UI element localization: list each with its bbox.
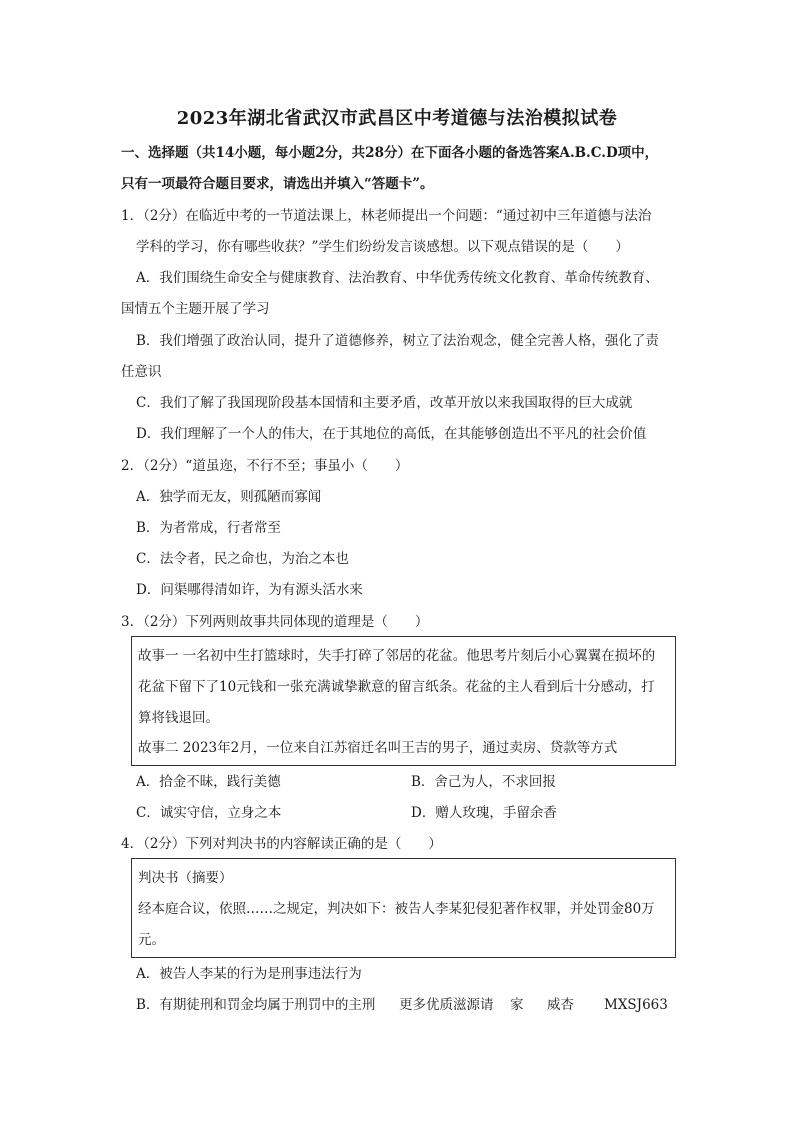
q3-story-line-2: 花盆下留下了10元钱和一张充满诚挚歉意的留言纸条。花盆的主人看到后十分感动，打 <box>138 679 655 695</box>
q3-option-a: A．拾金不昧，践行美德 <box>136 774 281 790</box>
q1-stem-line-1: 1．（2分）在临近中考的一节道法课上，林老师提出一个问题：“通过初中三年道德与法治 <box>121 208 652 224</box>
q2-stem: 2．（2分）“道虽迩，不行不至；事虽小（ ） <box>121 458 409 474</box>
watermark-text-4: MXSJ663 <box>604 997 668 1013</box>
q2-option-a: A．独学而无友，则孤陋而寡闻 <box>136 489 322 505</box>
q4-verdict-line-2: 经本庭合议，依照……之规定，判决如下：被告人李某犯侵犯著作权罪，并处罚金80万 <box>138 901 655 917</box>
q1-option-b-line-2: 任意识 <box>121 364 162 380</box>
q3-option-b: B．舍己为人，不求回报 <box>411 774 556 790</box>
q4-option-a: A．被告人李某的行为是刑事违法行为 <box>136 966 362 982</box>
watermark-text-2: 家 <box>510 997 524 1013</box>
q4-option-b: B．有期徒刑和罚金均属于刑罚中的主刑 <box>136 997 376 1013</box>
q4-verdict-line-1: 判决书（摘要） <box>138 870 233 886</box>
q1-option-a-line-2: 国情五个主题开展了学习 <box>121 301 270 317</box>
q1-option-c: C．我们了解了我国现阶段基本国情和主要矛盾，改革开放以来我国取得的巨大成就 <box>136 395 633 411</box>
q2-option-d: D．问渠哪得清如许，为有源头活水来 <box>136 582 363 598</box>
section-instruction-line-2: 只有一项最符合题目要求，请选出并填入“答题卡”。 <box>121 176 434 192</box>
q3-story-line-4: 故事二 2023年2月，一位来自江苏宿迁名叫王吉的男子，通过卖房、贷款等方式 <box>138 740 618 756</box>
q3-stem: 3．（2分）下列两则故事共同体现的道理是（ ） <box>121 614 429 630</box>
q3-story-line-3: 算将钱退回。 <box>138 710 219 726</box>
section-instruction-line-1: 一、选择题（共14小题，每小题2分，共28分）在下面各小题的备选答案A.B.C.D项中， <box>121 145 659 161</box>
q3-option-c: C．诚实守信，立身之本 <box>136 805 282 821</box>
q4-verdict-line-3: 元。 <box>138 932 165 948</box>
watermark-text-3: 威杏 <box>547 997 574 1013</box>
q1-option-d: D．我们理解了一个人的伟大，在于其地位的高低，在其能够创造出不平凡的社会价值 <box>136 426 647 442</box>
q3-story-line-1: 故事一 一名初中生打篮球时，失手打碎了邻居的花盆。他思考片刻后小心翼翼在损坏的 <box>138 648 656 664</box>
q1-option-a-line-1: A．我们围绕生命安全与健康教育、法治教育、中华优秀传统文化教育、革命传统教育、 <box>136 270 659 286</box>
q2-option-b: B．为者常成，行者常至 <box>136 520 281 536</box>
q2-option-c: C．法令者，民之命也，为治之本也 <box>136 551 349 567</box>
page-title: 2023年湖北省武汉市武昌区中考道德与法治模拟试卷 <box>176 108 618 129</box>
q3-option-d: D．赠人玫瑰，手留余香 <box>411 805 557 821</box>
q1-option-b-line-1: B．我们增强了政治认同，提升了道德修养，树立了法治观念，健全完善人格，强化了责 <box>136 333 659 349</box>
watermark-text-1: 更多优质滋源请 <box>399 997 494 1013</box>
q1-stem-line-2: 学科的学习，你有哪些收获？”学生们纷纷发言谈感想。以下观点错误的是（ ） <box>136 239 629 255</box>
q4-stem: 4．（2分）下列对判决书的内容解读正确的是（ ） <box>121 836 442 852</box>
